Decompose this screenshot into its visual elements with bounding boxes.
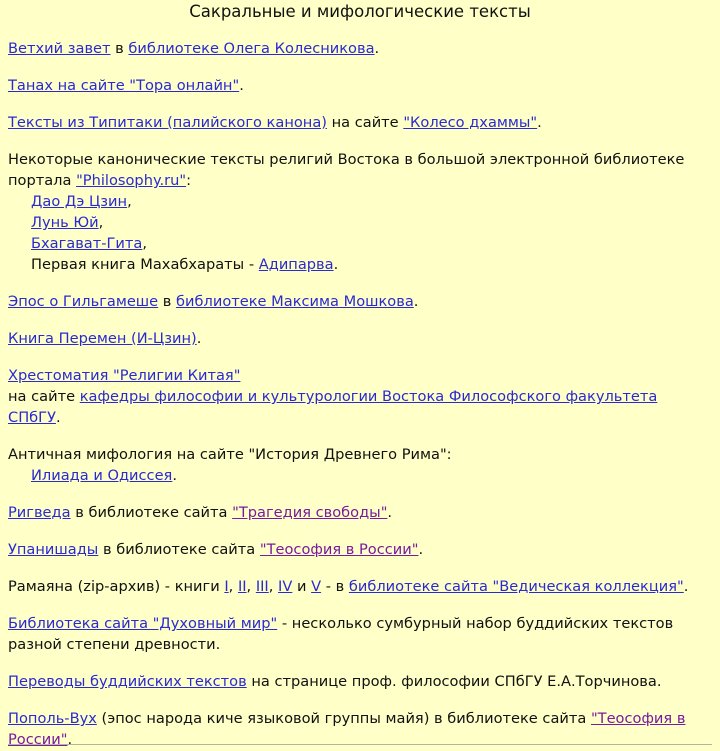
text: Первая книга Махабхараты -: [31, 256, 259, 273]
link-i-ching[interactable]: Книга Перемен (И-Цзин): [8, 330, 197, 347]
text: .: [196, 330, 202, 347]
text: :: [186, 172, 192, 189]
text: .: [387, 504, 393, 521]
text: ,: [98, 214, 104, 231]
entry-eastern-texts: [8, 149, 712, 275]
link-theosophy-russia[interactable]: "Теософия в России": [259, 541, 419, 558]
entry-rigveda: [8, 502, 712, 523]
text: в: [110, 40, 129, 57]
link-old-testament[interactable]: Ветхий завет: [8, 40, 111, 57]
list-item: [8, 191, 712, 212]
text: Античная мифология на сайте "История Древнего Рима":: [8, 446, 452, 463]
link-rigveda[interactable]: Ригведа: [8, 504, 71, 521]
text: Рамаяна (zip-архив) - книги: [8, 578, 225, 595]
link-book-3[interactable]: III: [255, 578, 269, 595]
text: на сайте: [8, 388, 80, 405]
text: .: [683, 578, 689, 595]
text: .: [418, 541, 424, 558]
link-spbgu-department[interactable]: кафедры философии и культурологии Востока Философского факультета СПбГУ: [8, 388, 658, 426]
entry-ramayana: [8, 576, 712, 597]
entry-i-ching: [8, 328, 712, 349]
link-adiparva[interactable]: Адипарва: [258, 256, 334, 273]
entry-china-religions: [8, 365, 712, 428]
link-book-4[interactable]: IV: [278, 578, 293, 595]
link-dao-de-jing[interactable]: Дао Дэ Цзин: [31, 193, 128, 210]
text: в библиотеке сайта: [70, 504, 233, 521]
text: .: [333, 256, 339, 273]
text: (эпос народа киче языковой группы майя) в библиотеке сайта: [96, 710, 591, 727]
text: на странице проф. философии СПбГУ Е.А.Торчинова.: [246, 673, 662, 690]
link-iliad-odyssey[interactable]: Илиада и Одиссея: [31, 467, 173, 484]
text: ,: [268, 578, 279, 595]
link-theosophy-russia-2[interactable]: "Теософия в России": [8, 710, 686, 748]
text: и: [292, 578, 312, 595]
link-bhagavad-gita[interactable]: Бхагават-Гита: [31, 235, 143, 252]
link-book-5[interactable]: V: [311, 578, 322, 595]
link-book-2[interactable]: II: [237, 578, 247, 595]
link-philosophy-ru[interactable]: "Philosophy.ru": [76, 172, 187, 189]
text: ,: [228, 578, 238, 595]
entry-spiritual-world: [8, 613, 712, 655]
list-item: [8, 212, 712, 233]
entry-ancient-mythology: [8, 444, 712, 486]
link-tragedy-of-freedom[interactable]: "Трагедия свободы": [232, 504, 388, 521]
list-item: [8, 233, 712, 254]
link-spiritual-world[interactable]: Библиотека сайта "Духовный мир": [8, 615, 278, 632]
link-tipitaka[interactable]: Тексты из Типитаки (палийского канона): [8, 114, 327, 131]
text: ,: [127, 193, 132, 210]
link-lun-yu[interactable]: Лунь Юй: [31, 214, 99, 231]
text: .: [55, 409, 61, 426]
entry-buddhist-translations: [8, 671, 712, 692]
link-moshkov-library[interactable]: библиотеке Максима Мошкова: [176, 293, 414, 310]
link-upanishads[interactable]: Упанишады: [8, 541, 99, 558]
text: .: [413, 293, 419, 310]
entry-old-testament: [8, 38, 712, 59]
link-tanakh[interactable]: Танах на сайте "Тора онлайн": [8, 77, 240, 94]
text: - в: [321, 578, 349, 595]
list-item: [8, 254, 712, 275]
text: на сайте: [326, 114, 404, 131]
text: в библиотеке сайта: [98, 541, 260, 558]
list-item: [8, 465, 712, 486]
text: .: [537, 114, 542, 131]
text: - несколько сумбурный набор буддийских текстов разной степени древности.: [8, 615, 674, 653]
entry-gilgamesh: [8, 291, 712, 312]
link-gilgamesh[interactable]: Эпос о Гильгамеше: [8, 293, 159, 310]
entry-tipitaka: [8, 112, 712, 133]
text: .: [172, 467, 177, 484]
link-vedic-collection[interactable]: библиотеке сайта "Ведическая коллекция": [348, 578, 684, 595]
text: ,: [246, 578, 256, 595]
link-book-1[interactable]: I: [224, 578, 229, 595]
link-dhamma-wheel[interactable]: "Колесо дхаммы": [403, 114, 538, 131]
link-china-religions[interactable]: Хрестоматия "Религии Китая": [8, 367, 241, 384]
entry-tanakh: [8, 75, 712, 96]
text: Некоторые канонические тексты религий Востока в большой электронной библиотеке портала: [8, 151, 685, 189]
entry-upanishads: [8, 539, 712, 560]
bottom-divider: [8, 744, 712, 745]
link-popol-vuh[interactable]: Пополь-Вух: [8, 710, 97, 727]
text: .: [239, 77, 244, 94]
page-title: Сакральные и мифологические тексты: [189, 2, 531, 21]
link-buddhist-translations[interactable]: Переводы буддийских текстов: [8, 673, 247, 690]
text: в: [158, 293, 177, 310]
text: ,: [142, 235, 147, 252]
text: .: [67, 731, 73, 748]
link-kolesnikov-library[interactable]: библиотеке Олега Колесникова: [128, 40, 375, 57]
text: .: [374, 40, 380, 57]
